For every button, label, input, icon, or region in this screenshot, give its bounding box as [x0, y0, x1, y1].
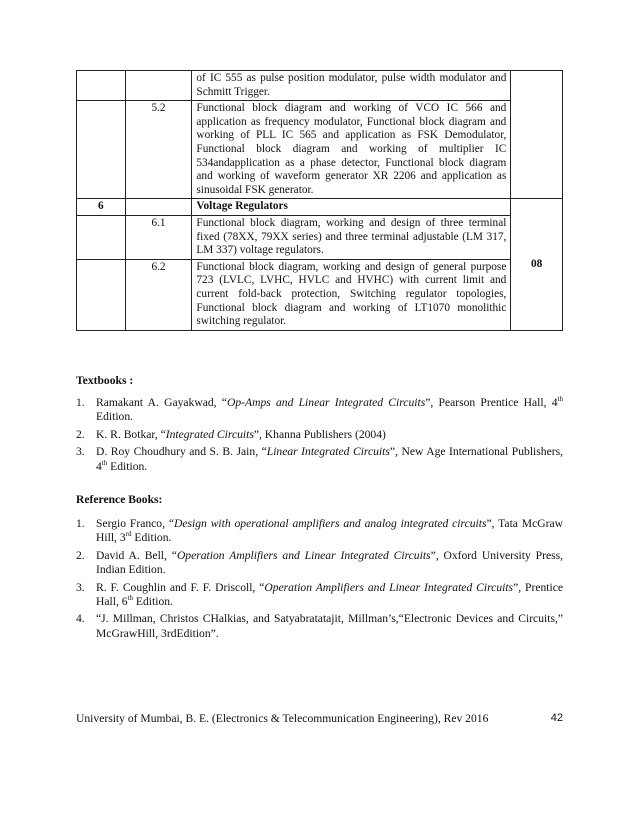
book-title: Design with operational amplifiers and analog integrated circuits: [174, 517, 487, 530]
citation-text: Ramakant A. Gayakwad, “: [96, 396, 227, 409]
citation-text: ”, Prentice Hall, 6: [96, 580, 563, 609]
page-footer: [76, 712, 563, 725]
citation-text: R. F. Coughlin and F. F. Driscoll, “: [96, 580, 265, 594]
citation-text: ”, New Age International Publishers, 4: [96, 445, 563, 473]
content-cell: Functional block diagram, working and design of general purpose 723 (LVLC, LVHC, HVLC and HVHC) with current limit and current fold-back protection, Switching regulator topologies, Functional block diagram and working of LT1070 monolithic switching regulator.: [192, 259, 511, 330]
subtopic-number: 5.2: [125, 101, 192, 199]
subtopic-number: 6.1: [125, 215, 192, 259]
syllabus-table: [76, 70, 563, 331]
book-title: Integrated Circuits: [165, 427, 254, 441]
list-number: 2.: [76, 548, 85, 562]
list-number: 1.: [76, 517, 85, 530]
citation-text: David A. Bell, “: [96, 548, 177, 562]
page-number: 42: [550, 712, 563, 724]
citation-text: ”, Khanna Publishers (2004): [253, 427, 386, 441]
list-number: 1.: [76, 396, 85, 409]
citation-text: ”, Oxford University Press, Indian Edition.: [96, 548, 564, 577]
textbooks-heading: Textbooks :: [76, 374, 134, 387]
citation-text: K. R. Botkar, “: [96, 427, 166, 441]
edition-superscript: th: [127, 594, 134, 603]
book-title: Operation Amplifiers and Linear Integrated Circuits: [176, 548, 431, 562]
citation-text: ”, Tata McGraw Hill, 3: [96, 517, 563, 545]
edition-superscript: th: [101, 458, 108, 467]
list-item: [76, 549, 563, 578]
list-number: 3.: [76, 580, 85, 594]
list-item: [76, 428, 563, 442]
module-cell: [77, 215, 126, 259]
list-item: [76, 612, 563, 641]
citation-text: “J. Millman, Christos CHalkias, and Satyabratatajit, Millman’s,“Electronic Devices and Circuits,” McGrawHill, 3rdEdition”.: [96, 612, 563, 640]
list-number: 3.: [76, 445, 85, 459]
module-cell: [77, 71, 126, 101]
citation-text: ”, Pearson Prentice Hall, 4: [425, 396, 558, 409]
table-row: [77, 101, 563, 199]
citation-text: Edition.: [133, 595, 173, 609]
citation-text: Edition.: [131, 531, 172, 545]
content-cell: Functional block diagram and working of VCO IC 566 and application as frequency modulator, Functional block diagram and working of PLL IC 565 and application as FSK Demodulator, Functional block diagram and working of multiplier IC 534andapplication as a phase detector, Functional block diagram and working of waveform generator XR 2206 and application as sinusoidal FSK generator.: [192, 101, 511, 199]
table-row: [77, 215, 563, 259]
list-number: 4.: [76, 612, 85, 626]
textbooks-list: [76, 396, 563, 477]
subtopic-cell: [125, 199, 192, 216]
content-cell: Functional block diagram, working and design of three terminal fixed (78XX, 79XX series) and three terminal adjustable (LM 317, LM 337) voltage regulators.: [192, 215, 511, 259]
footer-text: University of Mumbai, B. E. (Electronics & Telecommunication Engineering), Rev 2016: [76, 712, 489, 725]
module-hours: 08: [511, 199, 563, 330]
module-title: Voltage Regulators: [192, 199, 511, 216]
citation-text: Sergio Franco, “: [96, 517, 174, 530]
book-title: Op-Amps and Linear Integrated Circuits: [226, 396, 426, 409]
subtopic-cell: [125, 71, 192, 101]
reference-books-heading: Reference Books:: [76, 493, 163, 506]
list-item: [76, 396, 563, 425]
module-cell: [77, 101, 126, 199]
citation-text: Edition.: [107, 459, 148, 473]
content-cell: of IC 555 as pulse position modulator, pulse width modulator and Schmitt Trigger.: [192, 71, 511, 101]
table-row: [77, 71, 563, 101]
book-title: Operation Amplifiers and Linear Integrated Circuits: [264, 580, 514, 594]
edition-superscript: rd: [125, 530, 132, 539]
module-number: 6: [77, 199, 126, 216]
list-number: 2.: [76, 427, 85, 441]
list-item: [76, 517, 563, 546]
list-item: [76, 581, 563, 610]
citation-text: D. Roy Choudhury and S. B. Jain, “: [96, 445, 267, 459]
edition-superscript: th: [557, 395, 563, 404]
table-row-module-header: [77, 199, 563, 216]
citation-text: Edition.: [96, 410, 134, 424]
module-cell: [77, 259, 126, 330]
list-item: [76, 445, 563, 474]
subtopic-number: 6.2: [125, 259, 192, 330]
table-row: [77, 259, 563, 330]
hours-cell: [511, 71, 563, 199]
reference-books-list: [76, 517, 563, 644]
book-title: Linear Integrated Circuits: [266, 445, 390, 459]
